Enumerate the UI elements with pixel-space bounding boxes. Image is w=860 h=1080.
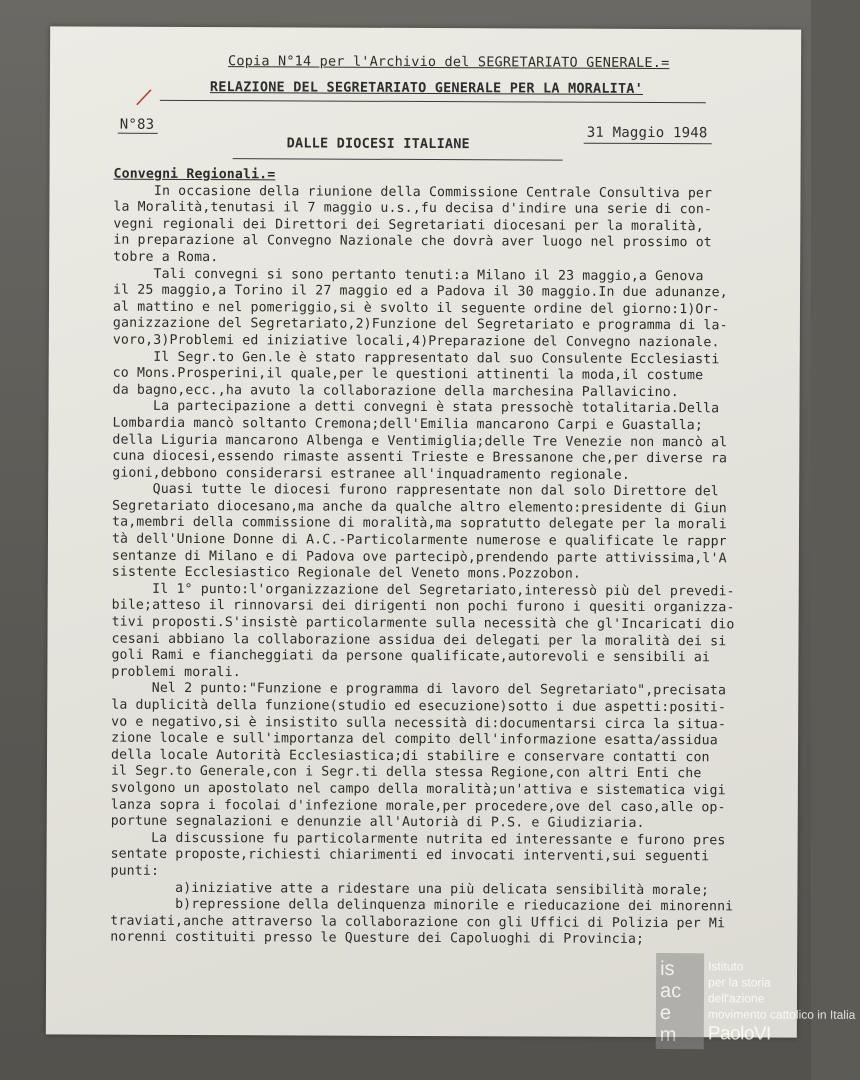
body-line: Il 1° punto:l'organizzazione del Segretariato,interessò più del prevedi- — [111, 581, 735, 600]
archive-watermark — [654, 951, 856, 1052]
header-dash-rule — [160, 100, 706, 103]
body-line: traviati,anche attraverso la collaborazione con gli Uffici di Polizia per Mi — [110, 913, 726, 932]
body-line: della Liguria mancarono Albenga e Ventimiglia;delle Tre Venezie non mancò al — [112, 432, 728, 450]
body-line: sentate proposte,richiesti chiarimenti ed invocati interventi,sui seguenti — [110, 846, 710, 865]
watermark-line-2: per la storia — [708, 975, 771, 990]
watermark-line-3: dell'azione — [707, 991, 765, 1006]
report-number: N°83 — [119, 116, 155, 133]
body-line: Tali convegni si sono pertanto tenuti:a Milano il 23 maggio,a Genova — [113, 266, 704, 284]
body-line: punti: — [110, 863, 160, 879]
body-line: svolgono un apostolato nel campo della moralità;un'attiva e sistematica vigi — [110, 780, 726, 799]
body-line: sentanze di Milano e di Padova ove partecipò,prendendo parte attivissima,l'A — [111, 548, 727, 566]
body-line: della locale Autorità Ecclesiastica;di stabilire e conservare contatti con — [110, 747, 710, 766]
body-line: in preparazione al Convegno Nazionale che dovrà aver luogo nel prossimo ot — [113, 233, 712, 251]
body-line: al mattino e nel pomeriggio,si è svolto il seguente ordine del giorno:1)Or- — [112, 299, 720, 318]
body-line: In occasione della riunione della Commissione Centrale Consultiva per — [113, 183, 713, 201]
report-body — [110, 167, 813, 950]
report-date: 31 Maggio 1948 — [586, 124, 708, 142]
body-line: bile;atteso il rinnovarsi dei dirigenti non pochi furono i quesiti organizza- — [111, 598, 735, 616]
section-heading: Convegni Regionali.= — [113, 166, 276, 183]
report-subtitle: DALLE DIOCESI ITALIANE — [286, 135, 470, 153]
body-line: Nel 2 punto:"Funzione e programma di lavoro del Segretariato",precisata — [111, 681, 727, 699]
watermark-line-4: movimento cattolico in Italia — [707, 1007, 856, 1022]
body-line: norenni costituiti presso le Questure dei Capoluoghi di Provincia; — [110, 929, 645, 948]
body-line: tobre a Roma. — [113, 249, 219, 266]
body-line: portune segnalazioni e denunzie all'Autorià di P.S. e Giudiziaria. — [110, 813, 645, 832]
body-line: gioni,debbono considerarsi estranee all'inquadramento regionale. — [112, 465, 631, 483]
body-line: sistente Ecclesiastico Regionale del Veneto mons.Pozzobon. — [111, 564, 582, 582]
number-rule — [118, 133, 158, 134]
body-line: problemi morali. — [111, 664, 241, 681]
body-line: La partecipazione a detti convegni è stata pressochè totalitaria.Della — [112, 398, 720, 417]
report-title: RELAZIONE DEL SEGRETARIATO GENERALE PER LA MORALITA' — [209, 79, 644, 97]
body-line: il 25 maggio,a Torino il 27 maggio ed a Padova il 30 maggio.In due adunanze, — [113, 282, 728, 301]
body-line: La discussione fu particolarmente nutrita ed interessante e furono pres — [110, 830, 726, 849]
body-line: vegni regionali dei Direttori dei Segretariati diocesani per la moralità, — [113, 216, 704, 235]
body-line: vo e negativo,si è insistito sulla necessità di:documentarsi circa la situa- — [111, 714, 727, 732]
body-line: goli Rami e fiancheggiati da persone qualificate,autorevoli e sensibili ai — [111, 647, 711, 666]
svg-text:ac: ac — [659, 980, 682, 1003]
body-line: b)repressione della delinquenza minorile e rieducazione dei minorenni — [110, 896, 734, 915]
body-line: cuna diocesi,essendo rimaste assenti Trieste e Bressanone che,per diverse ra — [112, 448, 728, 467]
body-line: voro,3)Problemi ed iniziative locali,4)Preparazione del Convegno nazionale. — [112, 332, 720, 351]
date-rule — [584, 143, 712, 145]
body-line: la duplicità della funzione(studio ed esecuzione)sotto i due aspetti:positi- — [111, 697, 727, 716]
subtitle-rule — [233, 158, 563, 160]
body-line: la Moralità,tenutasi il 7 maggio u.s.,fu decisa d'indire una serie di con- — [113, 199, 713, 218]
watermark-line-5: PaoloVI — [707, 1023, 771, 1045]
body-line: Lombardia mancò soltanto Cremona;dell'Emilia mancarono Carpi e Guastalla; — [112, 415, 704, 434]
body-line: zione locale e sull'importanza del compito dell'informazione esatta/assidua — [111, 730, 718, 749]
body-line: cesani abbiano la collaborazione assidua dei delegati per la moralità dei si — [111, 631, 727, 649]
body-line: lanza sopra i focolai d'infezione morale,per procedere,ove del caso,alle op- — [110, 797, 726, 815]
body-line: il Segr.to Generale,con i Segr.ti della stessa Regione,con altri Enti che — [110, 764, 702, 782]
isacem-logo-icon — [654, 951, 706, 1051]
svg-text:is: is — [660, 958, 675, 981]
pencil-mark — [135, 87, 155, 107]
body-line: ta,membri della commissione di moralità,ma sopratutto delegate per la morali — [112, 515, 727, 533]
body-line: Segretariato diocesano,ma anche da qualche altro elemento:presidente di Giun — [112, 498, 727, 517]
body-line: ganizzazione del Segretariato,2)Funzione del Segretariato e programma di la- — [112, 315, 728, 334]
watermark-line-1: Istituto — [708, 959, 744, 974]
body-line: Il Segr.to Gen.le è stato rappresentato dal suo Consulente Ecclesiasti — [112, 349, 720, 367]
svg-text:m: m — [659, 1024, 677, 1047]
body-line: co Mons.Prosperini,il quale,per le questioni attinenti la moda,il costume — [112, 365, 704, 384]
typewritten-document — [46, 26, 856, 1047]
svg-text:e: e — [659, 1002, 672, 1025]
body-line: a)iniziative atte a ridestare una più delicata sensibilità morale; — [110, 880, 710, 898]
body-line: da bagno,ecc.,ha avuto la collaborazione della marchesina Pallavicino. — [112, 382, 679, 400]
body-line: Quasi tutte le diocesi furono rappresentate non dal solo Direttore del — [112, 481, 719, 500]
body-line: tà dell'Unione Donne di A.C.-Particolarmente numerose e qualificate le rappr — [111, 531, 727, 550]
body-line: tivi proposti.S'insistè particolarmente sulla necessità che gl'Incaricati dio — [111, 614, 735, 633]
archive-copy-line: Copia N°14 per l'Archivio del SEGRETARIATO GENERALE.= — [228, 53, 670, 72]
